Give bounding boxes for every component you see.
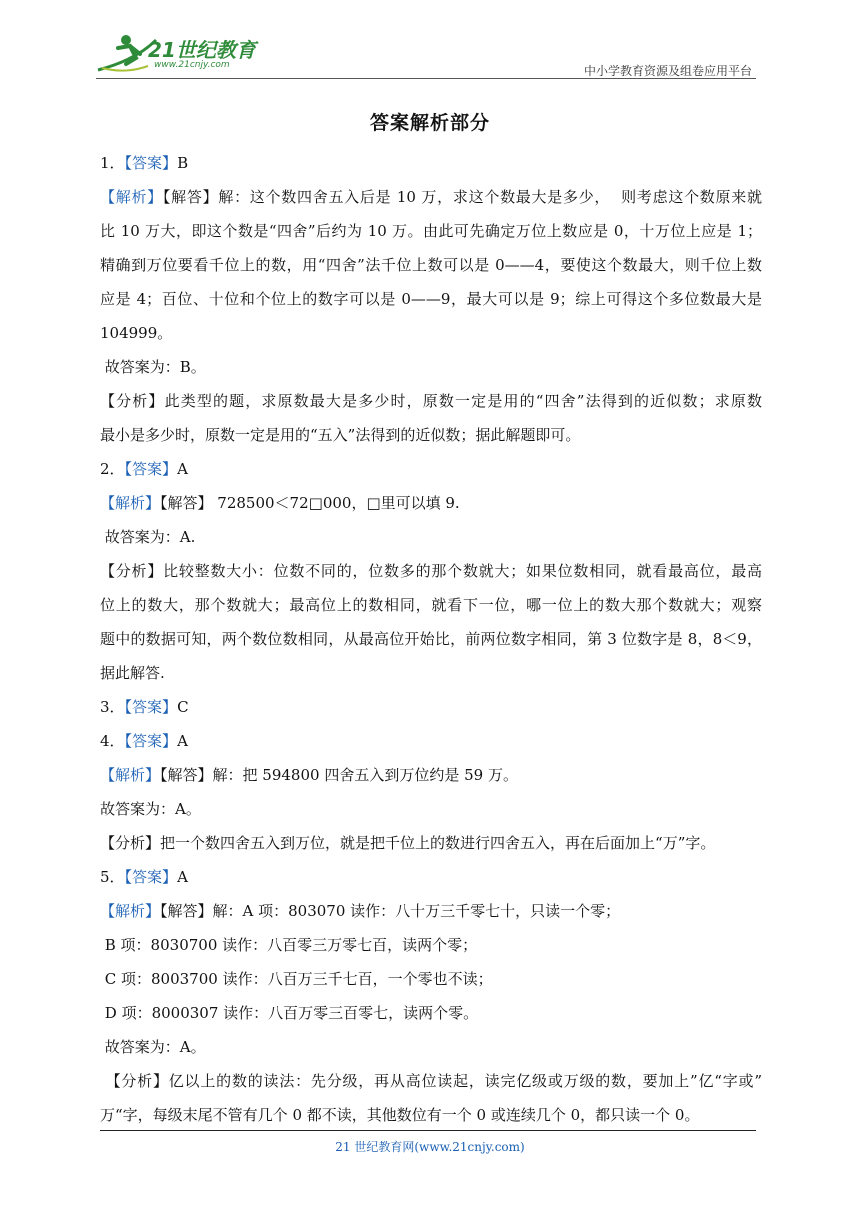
footer-link[interactable]: 21 世纪教育网(www.21cnjy.com) [335,1140,525,1154]
text-line: 位上的数大，那个数就大；最高位上的数相同，就看下一位，哪一位上的数大那个数就大；观察 [100,596,762,614]
logo-wordmark: 21世纪教育 [148,38,256,62]
text-line: 故答案为：B。 [100,358,206,376]
text-line: 故答案为：A。 [100,1038,206,1056]
text-line: 1．【答案】B [100,154,189,172]
text-line: B 项：8030700 读作：八百零三万零七百，读两个零； [100,936,478,954]
page-header [96,30,756,80]
text-line: D 项：8000307 读作：八百万零三百零七，读两个零。 [100,1004,479,1022]
text-line: 应是 4；百位、十位和个位上的数字可以是 0——9，最大可以是 9；综上可得这个多位数最大是 [100,290,762,308]
text-line: 5．【答案】A [100,868,188,886]
text-line: 104999。 [100,324,173,342]
text-line: 3．【答案】C [100,698,189,716]
text-line: 精确到万位要看千位上的数，用“四舍”法千位上数可以是 0——4，要使这个数最大，则千位上数 [100,256,762,274]
platform-name: 中小学教育资源及组卷应用平台 [583,64,752,78]
text-line: 比 10 万大，即这个数是“四舍”后约为 10 万。由此可先确定万位上数应是 0，十万位上应是 1； [100,222,762,240]
text-line: 【分析】此类型的题，求原数最大是多少时，原数一定是用的“四舍”法得到的近似数；求原数 [100,392,762,410]
text-line: 【解析】【解答】解：A 项：803070 读作：八十万三千零七十，只读一个零； [100,902,621,920]
text-line: 万“字，每级末尾不管有几个 0 都不读，其他数位有一个 0 或连续几个 0，都只读一个 0。 [100,1106,700,1124]
text-line: 【分析】把一个数四舍五入到万位，就是把千位上的数进行四舍五入，再在后面加上“万”字。 [100,834,716,852]
text-line: 【分析】亿以上的数的读法：先分级，再从高位读起，读完亿级或万级的数，要加上”亿“字或” [105,1072,762,1090]
header-divider [96,78,756,79]
footer-divider [100,1130,756,1131]
text-line: 【解析】【解答】解：这个数四舍五入后是 10 万，求这个数最大是多少， 则考虑这个数原来就 [100,188,762,206]
text-line: C 项：8003700 读作：八百万三千七百，一个零也不读； [100,970,493,988]
text-line: 故答案为：A. [100,528,196,546]
text-line: 4．【答案】A [100,732,188,750]
text-line: 题中的数据可知，两个数位数相同，从最高位开始比，前两位数字相同，第 3 位数字是 8，8＜9， [100,630,762,648]
text-line: 【解析】【解答】解：把 594800 四舍五入到万位约是 59 万。 [100,766,518,784]
logo-url: www.21cnjy.com [154,60,230,70]
text-line: 故答案为：A。 [100,800,201,818]
text-line: 【解析】【解答】 728500＜72□000，□里可以填 9. [100,494,460,512]
text-line: 最小是多少时，原数一定是用的“五入”法得到的近似数；据此解题即可。 [100,426,581,444]
page-title: 答案解析部分 [369,112,490,134]
text-line: 2．【答案】A [100,460,188,478]
text-line: 【分析】比较整数大小：位数不同的，位数多的那个数就大；如果位数相同，就看最高位，最高 [100,562,762,580]
answer-content [100,146,762,1132]
text-line: 据此解答. [100,664,165,682]
